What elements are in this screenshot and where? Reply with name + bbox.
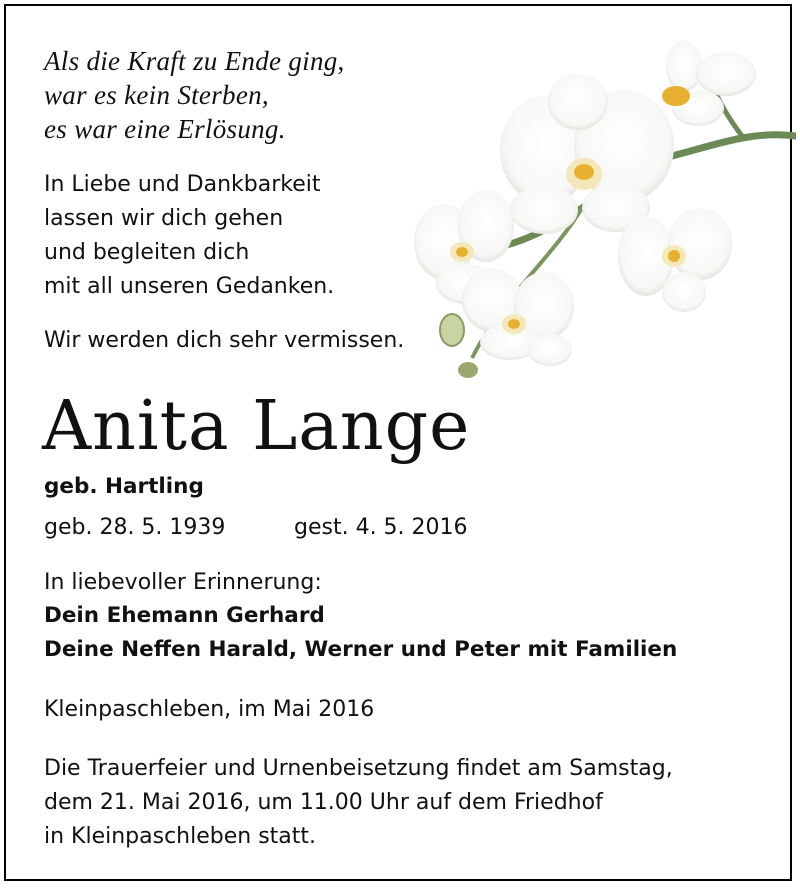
mourner-nephews: Deine Neffen Harald, Werner und Peter mit Familien (44, 637, 678, 662)
poem-line-2: war es kein Sterben, (44, 80, 269, 110)
poem-line-3: es war eine Erlösung. (44, 114, 286, 144)
maiden-name: geb. Hartling (44, 474, 204, 499)
white-orchid-icon (412, 28, 796, 384)
deceased-name: Anita Lange (42, 387, 471, 466)
ceremony-line-2: dem 21. Mai 2016, um 11.00 Uhr auf dem Friedhof (44, 790, 603, 815)
mourner-spouse: Dein Ehemann Gerhard (44, 603, 325, 628)
poem-line-1: Als die Kraft zu Ende ging, (44, 46, 345, 76)
birth-date: geb. 28. 5. 1939 (44, 515, 226, 540)
dedication-line-3: und begleiten dich (44, 240, 250, 265)
dedication-line-1: In Liebe und Dankbarkeit (44, 172, 321, 197)
death-date: gest. 4. 5. 2016 (294, 515, 468, 540)
memory-intro: In liebevoller Erinnerung: (44, 570, 322, 595)
place-date: Kleinpaschleben, im Mai 2016 (44, 697, 375, 722)
dedication-line-4: mit all unseren Gedanken. (44, 274, 335, 299)
ceremony-line-3: in Kleinpaschleben statt. (44, 824, 317, 849)
dedication-line-2: lassen wir dich gehen (44, 206, 284, 231)
ceremony-line-1: Die Trauerfeier und Urnenbeisetzung findet am Samstag, (44, 756, 673, 781)
miss-line: Wir werden dich sehr vermissen. (44, 328, 405, 353)
